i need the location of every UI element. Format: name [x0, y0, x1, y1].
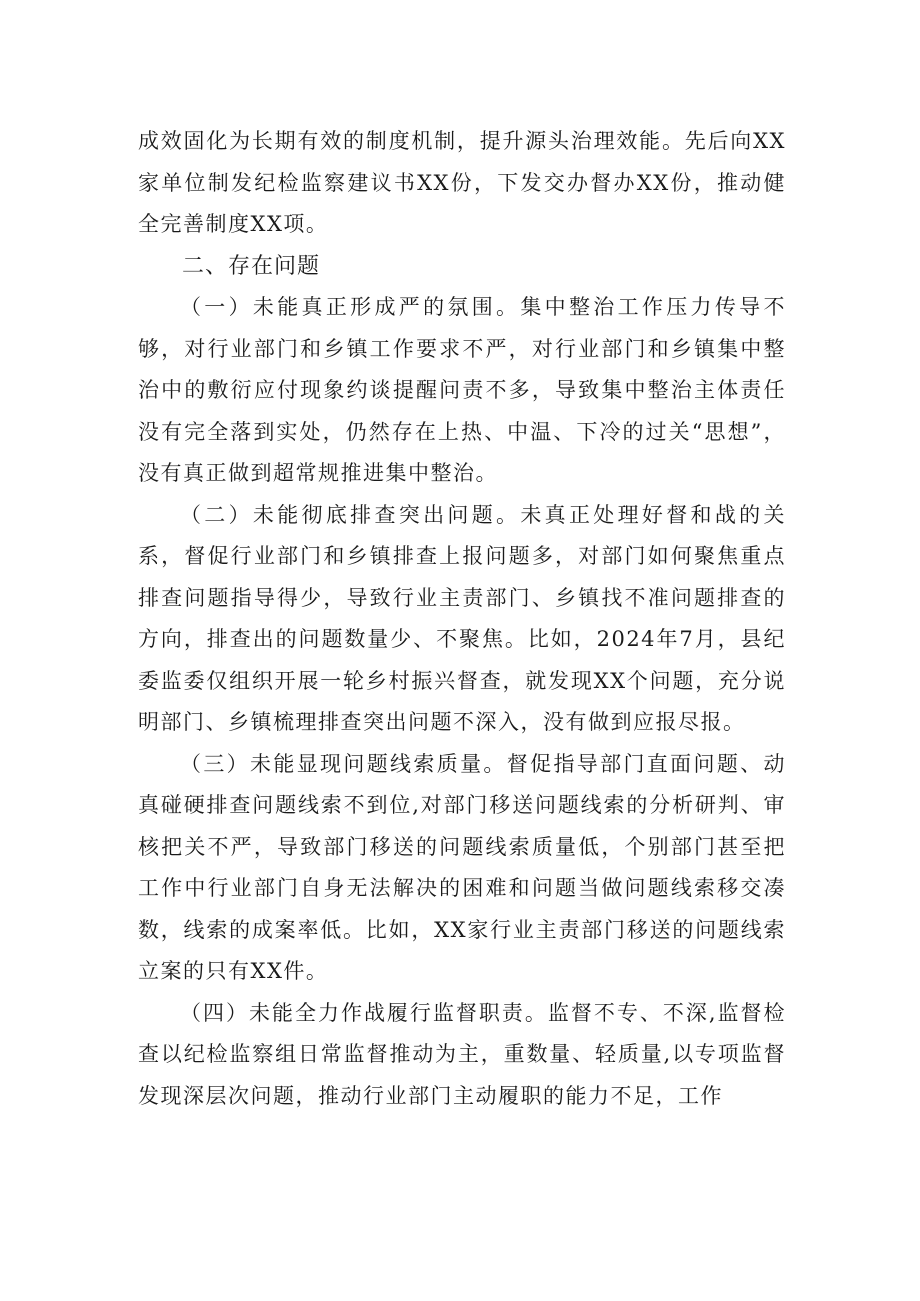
- paragraph-problem-4: （四）未能全力作战履行监督职责。监督不专、不深,监督检查以纪检监察组日常监督推动为主，重数量、轻质量,以专项监督发现深层次问题，推动行业部门主动履职的能力不足，工作: [138, 1000, 786, 1108]
- paragraph-problem-2: （二）未能彻底排查突出问题。未真正处理好督和战的关系，督促行业部门和乡镇排查上报问题多，对部门如何聚焦重点排查问题指导得少，导致行业主责部门、乡镇找不准问题排查的方向，排查出的问题数量少、不聚焦。比如，2024年7月，县纪委监委仅组织开展一轮乡村振兴督查，就发现XX个问题，充分说明部门、乡镇梳理排查突出问题不深入，没有做到应报尽报。: [138, 502, 786, 734]
- paragraph-problem-3: （三）未能显现问题线索质量。督促指导部门直面问题、动真碰硬排查问题线索不到位,对部门移送问题线索的分析研判、审核把关不严，导致部门移送的问题线索质量低，个别部门甚至把工作中行业部门自身无法解决的困难和问题当做问题线索移交凑数，线索的成案率低。比如，XX家行业主责部门移送的问题线索立案的只有XX件。: [138, 751, 786, 983]
- paragraph-problem-1: （一）未能真正形成严的氛围。集中整治工作压力传导不够，对行业部门和乡镇工作要求不严，对行业部门和乡镇集中整治中的敷衍应付现象约谈提醒问责不多，导致集中整治主体责任没有完全落到实处，仍然存在上热、中温、下冷的过关“思想”，没有真正做到超常规推进集中整治。: [138, 295, 786, 485]
- intro-paragraph: 成效固化为长期有效的制度机制，提升源头治理效能。先后向XX家单位制发纪检监察建议书XX份，下发交办督办XX份，推动健全完善制度XX项。: [138, 129, 786, 236]
- section-heading: 二、存在问题: [182, 253, 321, 279]
- document-body: [138, 121, 786, 1117]
